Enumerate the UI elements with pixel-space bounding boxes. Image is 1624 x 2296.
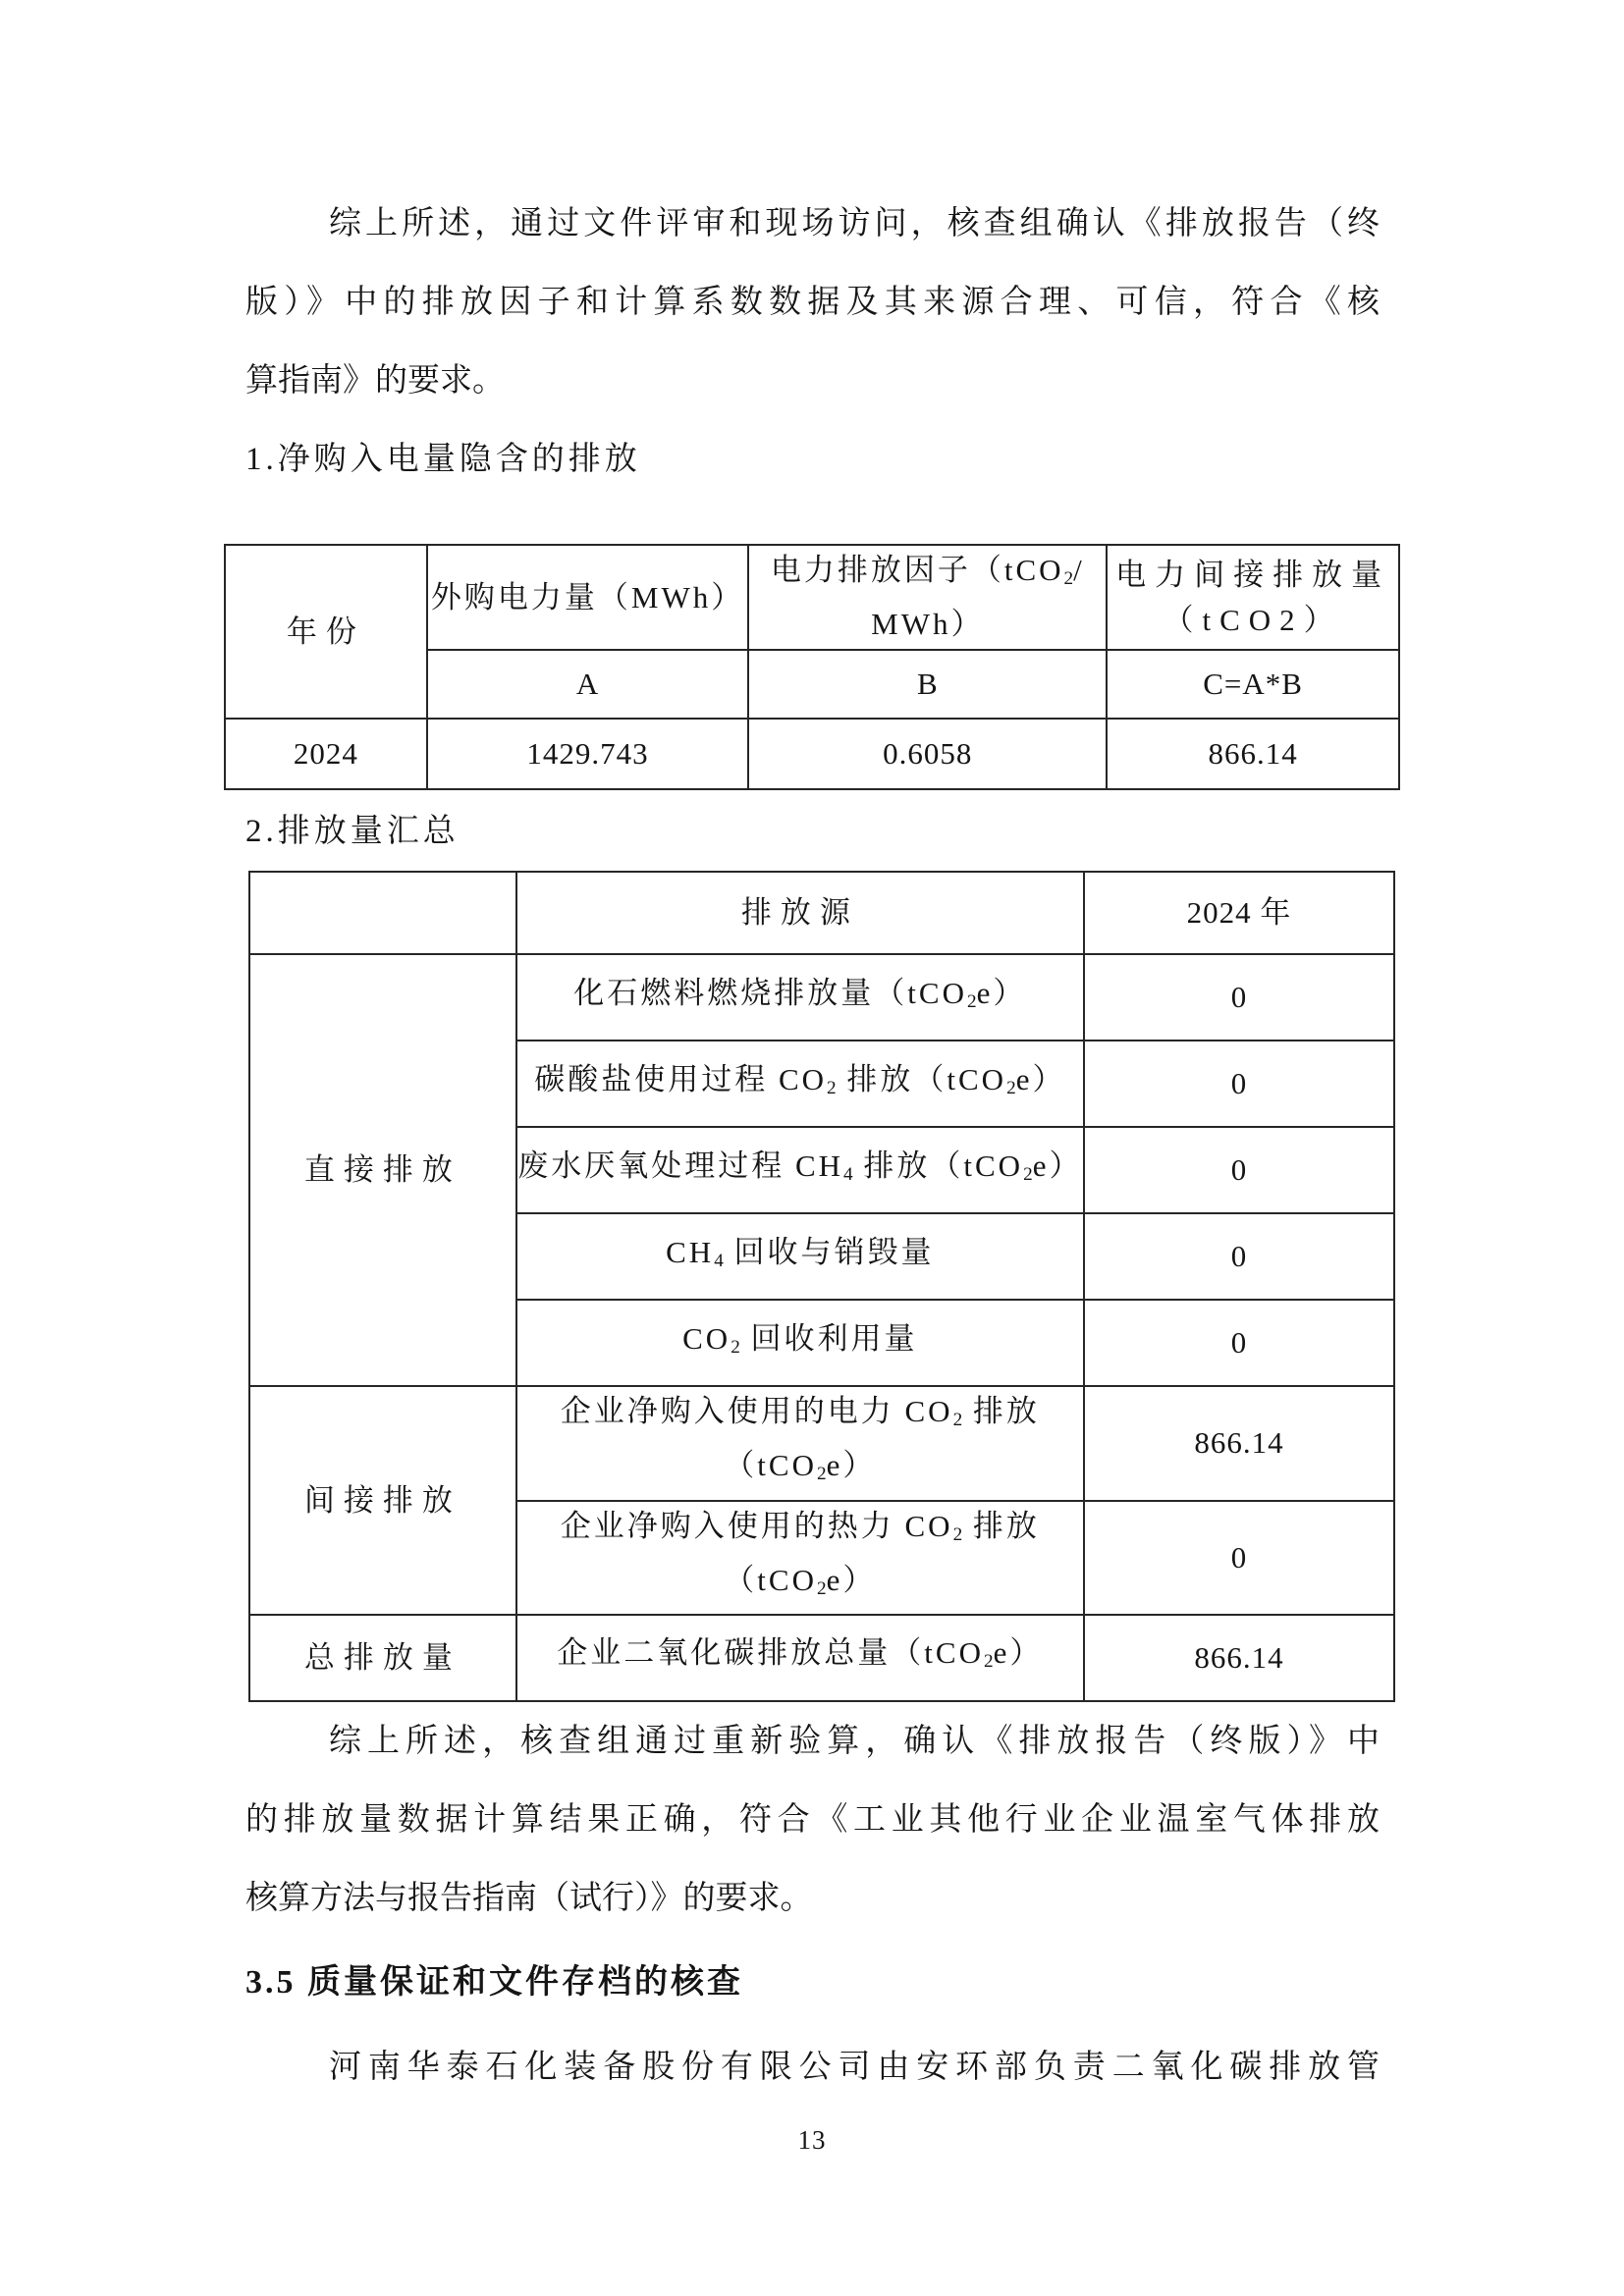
t1-cell-purchased-power: 1429.743 [427, 719, 749, 789]
paragraph-line: 综上所述，通过文件评审和现场访问，核查组确认《排放报告（终 [329, 206, 1380, 241]
t2-value-wastewater-ch4: 0 [1084, 1127, 1394, 1213]
t2-label-co2-recycle: $CO_2$ 回收利用量 [516, 1300, 1084, 1386]
t1-cell-year: 2024 [225, 719, 427, 789]
t2-label-total: 企业二氧化碳排放总量（tCO$_2$e） [516, 1615, 1084, 1701]
t2-label-ch4-recovery: $CH_4$ 回收与销毁量 [516, 1213, 1084, 1300]
t2-header-year: 2024 年 [1084, 872, 1394, 954]
section-title-net-purchased-electricity: 1.净购入电量隐含的排放 [245, 442, 641, 477]
section-title-emission-summary: 2.排放量汇总 [245, 814, 460, 850]
paragraph-line: 河南华泰石化装备股份有限公司由安环部负责二氧化碳排放管 [329, 2050, 1380, 2086]
table-emission-summary [248, 871, 1395, 1702]
t2-label-wastewater-ch4: 废水厌氧处理过程 $CH_4$ 排放（tCO$_2$e） [516, 1127, 1084, 1213]
paragraph-line: 算指南》的要求。 [245, 363, 505, 399]
t1-header-indirect-emission: 电力间接排放量 （tCO2） [1107, 545, 1399, 650]
t2-value-ch4-recovery: 0 [1084, 1213, 1394, 1300]
t1-subheader-a: A [427, 650, 749, 719]
t2-value-carbonate: 0 [1084, 1041, 1394, 1127]
t2-row-fossil-fuel [249, 954, 1394, 1041]
t1-data-row [225, 719, 1399, 789]
t2-group-total-emissions: 总排放量 [249, 1615, 516, 1701]
t2-value-co2-recycle: 0 [1084, 1300, 1394, 1386]
paragraph-quality-assurance [245, 2028, 1380, 2107]
t2-group-indirect-emissions: 间接排放 [249, 1386, 516, 1615]
t2-row-total [249, 1615, 1394, 1701]
t2-group-direct-emissions: 直接排放 [249, 954, 516, 1386]
t1-header-purchased-power: 外购电力量（MWh） [427, 545, 749, 650]
paragraph-line: 核算方法与报告指南（试行）》的要求。 [245, 1881, 813, 1917]
t1-subheader-c: C=A*B [1107, 650, 1399, 719]
t1-subheader-b: B [748, 650, 1107, 719]
t1-cell-emission-factor: 0.6058 [748, 719, 1107, 789]
t2-label-purchased-electricity: 企业净购入使用的电力 $CO_2$ 排放 （tCO$_2$e） [516, 1386, 1084, 1500]
paragraph-line: 版）》中的排放因子和计算系数数据及其来源合理、可信，符合《核 [245, 285, 1380, 320]
t2-label-carbonate: 碳酸盐使用过程 $CO_2$ 排放（tCO$_2$e） [516, 1041, 1084, 1127]
t2-value-total: 866.14 [1084, 1615, 1394, 1701]
t2-header-source: 排放源 [516, 872, 1084, 954]
t1-header-emission-factor: 电力排放因子（tCO$_2$/ MWh） [748, 545, 1107, 650]
t2-label-purchased-heat: 企业净购入使用的热力 $CO_2$ 排放 （tCO$_2$e） [516, 1501, 1084, 1615]
t2-header-empty-cell [249, 872, 516, 954]
t2-value-fossil-fuel: 0 [1084, 954, 1394, 1041]
paragraph-recalculation-conclusion [245, 1702, 1380, 1938]
paragraph-line: 的排放量数据计算结果正确，符合《工业其他行业企业温室气体排放 [245, 1802, 1380, 1839]
table-purchased-electricity-emissions [224, 544, 1400, 790]
heading-quality-assurance: 3.5 质量保证和文件存档的核查 [245, 1964, 743, 2002]
paragraph-factor-conclusion [245, 185, 1380, 420]
page-number: 13 [797, 2125, 827, 2155]
paragraph-line: 综上所述，核查组通过重新验算，确认《排放报告（终版）》中 [329, 1724, 1380, 1760]
t2-value-purchased-electricity: 866.14 [1084, 1386, 1394, 1500]
t1-cell-indirect-emission: 866.14 [1107, 719, 1399, 789]
t1-header-year: 年份 [225, 545, 427, 719]
t2-row-purchased-electricity [249, 1386, 1394, 1500]
t2-label-fossil-fuel: 化石燃料燃烧排放量（tCO$_2$e） [516, 954, 1084, 1041]
t2-value-purchased-heat: 0 [1084, 1501, 1394, 1615]
